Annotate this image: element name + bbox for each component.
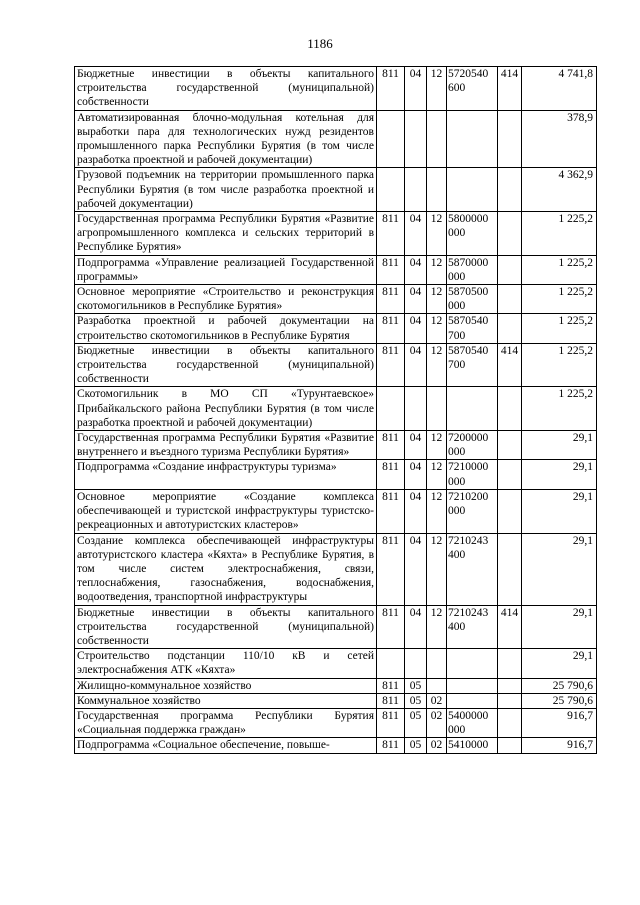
row-target-code: 7210200 000	[447, 489, 498, 533]
row-amount: 4 741,8	[522, 67, 597, 111]
row-subsection-code: 02	[427, 738, 447, 753]
row-subsection-code: 12	[427, 212, 447, 256]
row-section-code: 04	[405, 431, 427, 460]
row-section-code: 04	[405, 255, 427, 284]
row-subsection-code: 12	[427, 285, 447, 314]
row-target-code	[447, 678, 498, 693]
row-subsection-code: 12	[427, 431, 447, 460]
table-row	[75, 460, 597, 489]
page-number: 1186	[307, 36, 333, 51]
row-name: Подпрограмма «Создание инфраструктуры туризма»	[75, 460, 377, 489]
row-ministry-code: 811	[377, 343, 405, 387]
table-row	[75, 678, 597, 693]
row-subsection-code	[427, 678, 447, 693]
row-expense-type-code: 414	[498, 605, 522, 649]
row-section-code: 04	[405, 67, 427, 111]
row-section-code	[405, 168, 427, 212]
row-name: Коммунальное хозяйство	[75, 693, 377, 708]
row-section-code: 04	[405, 314, 427, 343]
table-row	[75, 738, 597, 753]
row-expense-type-code	[498, 693, 522, 708]
row-subsection-code	[427, 110, 447, 168]
row-ministry-code	[377, 168, 405, 212]
row-target-code: 5400000 000	[447, 708, 498, 737]
row-amount: 29,1	[522, 605, 597, 649]
table-row	[75, 693, 597, 708]
row-section-code: 05	[405, 693, 427, 708]
row-target-code: 5800000 000	[447, 212, 498, 256]
row-subsection-code: 12	[427, 314, 447, 343]
row-target-code: 7210243 400	[447, 533, 498, 605]
row-expense-type-code	[498, 255, 522, 284]
row-amount: 1 225,2	[522, 255, 597, 284]
row-name: Скотомогильник в МО СП «Турунтаевское» Прибайкальского района Республики Бурятия (в том числе разработка проектной и рабочей документации)	[75, 387, 377, 431]
row-subsection-code: 02	[427, 708, 447, 737]
table-row	[75, 67, 597, 111]
table-row	[75, 168, 597, 212]
row-name: Бюджетные инвестиции в объекты капитального строительства государственной (муниципальной) собственности	[75, 605, 377, 649]
row-subsection-code: 02	[427, 693, 447, 708]
table-row	[75, 343, 597, 387]
row-name: Подпрограмма «Управление реализацией Государственной программы»	[75, 255, 377, 284]
row-section-code: 04	[405, 489, 427, 533]
row-ministry-code: 811	[377, 314, 405, 343]
row-section-code: 04	[405, 285, 427, 314]
row-section-code: 05	[405, 738, 427, 753]
row-expense-type-code	[498, 708, 522, 737]
row-target-code: 5720540 600	[447, 67, 498, 111]
row-name: Основное мероприятие «Создание комплекса обеспечивающей и туристской инфраструктуры туристско-рекреационных и автотуристских кластеров»	[75, 489, 377, 533]
row-subsection-code	[427, 649, 447, 678]
row-ministry-code	[377, 649, 405, 678]
table-row	[75, 431, 597, 460]
row-target-code: 5870540 700	[447, 343, 498, 387]
row-name: Подпрограмма «Социальное обеспечение, повыше-	[75, 738, 377, 753]
row-amount: 25 790,6	[522, 678, 597, 693]
row-target-code	[447, 168, 498, 212]
row-subsection-code: 12	[427, 605, 447, 649]
row-expense-type-code	[498, 738, 522, 753]
row-ministry-code: 811	[377, 285, 405, 314]
row-target-code: 5870500 000	[447, 285, 498, 314]
row-name: Создание комплекса обеспечивающей инфраструктуры автотуристского кластера «Кяхта» в Республике Бурятия, в том числе систем электроснабжения, связи, теплоснабжения, газоснабжения, водоснабжения, водоотведения, транспортной инфраструктуры	[75, 533, 377, 605]
row-expense-type-code	[498, 533, 522, 605]
budget-table	[74, 66, 597, 754]
row-ministry-code: 811	[377, 605, 405, 649]
row-target-code: 5410000	[447, 738, 498, 753]
row-subsection-code	[427, 387, 447, 431]
row-ministry-code: 811	[377, 533, 405, 605]
row-expense-type-code	[498, 431, 522, 460]
row-expense-type-code	[498, 212, 522, 256]
row-expense-type-code	[498, 489, 522, 533]
row-section-code: 04	[405, 343, 427, 387]
row-target-code: 5870540 700	[447, 314, 498, 343]
row-amount: 916,7	[522, 738, 597, 753]
row-amount: 25 790,6	[522, 693, 597, 708]
row-section-code: 05	[405, 678, 427, 693]
row-amount: 378,9	[522, 110, 597, 168]
row-subsection-code: 12	[427, 67, 447, 111]
row-section-code: 04	[405, 605, 427, 649]
row-section-code: 04	[405, 533, 427, 605]
table-body	[75, 67, 597, 754]
row-expense-type-code: 414	[498, 343, 522, 387]
row-ministry-code: 811	[377, 708, 405, 737]
row-subsection-code: 12	[427, 460, 447, 489]
row-amount: 1 225,2	[522, 212, 597, 256]
row-name: Строительство подстанции 110/10 кВ и сетей электроснабжения АТК «Кяхта»	[75, 649, 377, 678]
row-name: Государственная программа Республики Бурятия «Развитие внутреннего и въездного туризма Республики Бурятия»	[75, 431, 377, 460]
row-amount: 4 362,9	[522, 168, 597, 212]
row-expense-type-code	[498, 387, 522, 431]
row-name: Государственная программа Республики Бурятия «Развитие агропромышленного комплекса и сельских территорий в Республике Бурятия»	[75, 212, 377, 256]
row-expense-type-code	[498, 678, 522, 693]
row-ministry-code: 811	[377, 67, 405, 111]
row-name: Бюджетные инвестиции в объекты капитального строительства государственной (муниципальной) собственности	[75, 343, 377, 387]
row-name: Основное мероприятие «Строительство и реконструкция скотомогильников в Республике Бурятия»	[75, 285, 377, 314]
row-expense-type-code	[498, 314, 522, 343]
row-ministry-code: 811	[377, 255, 405, 284]
row-section-code	[405, 649, 427, 678]
row-amount: 1 225,2	[522, 314, 597, 343]
row-target-code: 7200000 000	[447, 431, 498, 460]
row-expense-type-code	[498, 110, 522, 168]
table-row	[75, 387, 597, 431]
row-target-code	[447, 110, 498, 168]
row-subsection-code: 12	[427, 343, 447, 387]
row-subsection-code: 12	[427, 533, 447, 605]
table-row	[75, 649, 597, 678]
table-row	[75, 605, 597, 649]
row-target-code: 7210000 000	[447, 460, 498, 489]
row-section-code	[405, 387, 427, 431]
row-amount: 29,1	[522, 489, 597, 533]
row-ministry-code: 811	[377, 678, 405, 693]
table-row	[75, 212, 597, 256]
row-name: Автоматизированная блочно-модульная котельная для выработки пара для технологических нужд резидентов промышленного парка Республики Бурятия (в том числе разработка проектной и рабочей документации)	[75, 110, 377, 168]
row-name: Грузовой подъемник на территории промышленного парка Республики Бурятия (в том числе разработка проектной и рабочей документации)	[75, 168, 377, 212]
row-ministry-code: 811	[377, 431, 405, 460]
row-subsection-code	[427, 168, 447, 212]
row-amount: 29,1	[522, 649, 597, 678]
row-section-code: 04	[405, 460, 427, 489]
table-row	[75, 285, 597, 314]
row-ministry-code	[377, 110, 405, 168]
row-amount: 916,7	[522, 708, 597, 737]
row-expense-type-code: 414	[498, 67, 522, 111]
row-ministry-code: 811	[377, 212, 405, 256]
row-name: Бюджетные инвестиции в объекты капитального строительства государственной (муниципальной) собственности	[75, 67, 377, 111]
table-row	[75, 708, 597, 737]
row-ministry-code: 811	[377, 460, 405, 489]
row-section-code: 04	[405, 212, 427, 256]
row-name: Государственная программа Республики Бурятия «Социальная поддержка граждан»	[75, 708, 377, 737]
table-row	[75, 489, 597, 533]
row-target-code	[447, 387, 498, 431]
table-row	[75, 255, 597, 284]
row-amount: 1 225,2	[522, 285, 597, 314]
row-amount: 29,1	[522, 533, 597, 605]
row-expense-type-code	[498, 168, 522, 212]
row-target-code	[447, 649, 498, 678]
row-ministry-code: 811	[377, 489, 405, 533]
row-target-code	[447, 693, 498, 708]
row-amount: 29,1	[522, 431, 597, 460]
row-ministry-code: 811	[377, 693, 405, 708]
table-row	[75, 314, 597, 343]
row-target-code: 5870000 000	[447, 255, 498, 284]
row-amount: 1 225,2	[522, 343, 597, 387]
row-name: Жилищно-коммунальное хозяйство	[75, 678, 377, 693]
table-row	[75, 110, 597, 168]
row-amount: 1 225,2	[522, 387, 597, 431]
row-name: Разработка проектной и рабочей документации на строительство скотомогильников в Республике Бурятия	[75, 314, 377, 343]
table-row	[75, 533, 597, 605]
row-expense-type-code	[498, 649, 522, 678]
row-expense-type-code	[498, 460, 522, 489]
row-subsection-code: 12	[427, 489, 447, 533]
row-section-code	[405, 110, 427, 168]
row-subsection-code: 12	[427, 255, 447, 284]
row-target-code: 7210243 400	[447, 605, 498, 649]
row-ministry-code	[377, 387, 405, 431]
row-expense-type-code	[498, 285, 522, 314]
row-amount: 29,1	[522, 460, 597, 489]
row-section-code: 05	[405, 708, 427, 737]
row-ministry-code: 811	[377, 738, 405, 753]
